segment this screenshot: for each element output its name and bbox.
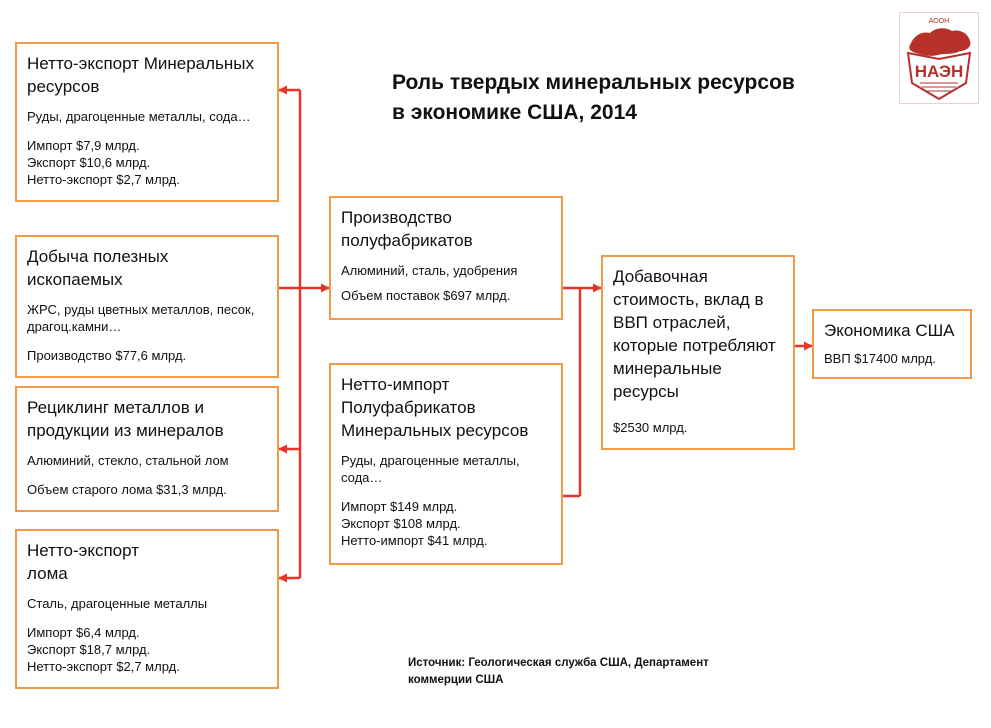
box-stats <box>613 419 783 436</box>
box-semi-production <box>329 196 563 320</box>
box-heading: Производство полуфабрикатов <box>341 208 473 250</box>
source-note: Источник: Геологическая служба США, Департамент коммерции США <box>408 657 709 686</box>
stat-line: Импорт $7,9 млрд. <box>27 138 140 153</box>
box-recycling <box>15 386 279 512</box>
stat-line: Нетто-экспорт $2,7 млрд. <box>27 659 180 674</box>
box-heading: Добавочная стоимость, вклад в ВВП отраслей, которые потребляют минеральные ресурсы <box>613 267 776 401</box>
stat-line: $2530 млрд. <box>613 420 688 435</box>
box-heading: Рециклинг металлов и продукции из минералов <box>27 398 224 440</box>
stat-line: Нетто-импорт $41 млрд. <box>341 533 488 548</box>
stat-line: Импорт $6,4 млрд. <box>27 625 140 640</box>
box-mining <box>15 235 279 378</box>
box-heading: Нетто-импорт Полуфабрикатов Минеральных ресурсов <box>341 375 529 440</box>
box-us-economy <box>812 309 972 379</box>
stat-line: Экспорт $18,7 млрд. <box>27 642 151 657</box>
box-value-added <box>601 255 795 450</box>
box-net-import-semi <box>329 363 563 565</box>
box-description: Руды, драгоценные металлы, сода… <box>341 453 520 485</box>
box-heading: Добыча полезных ископаемых <box>27 247 169 289</box>
stat-line: Объем поставок $697 млрд. <box>341 288 511 303</box>
stat-line: Экспорт $10,6 млрд. <box>27 155 151 170</box>
box-net-export-minerals <box>15 42 279 202</box>
stat-line: Импорт $149 млрд. <box>341 499 458 514</box>
naen-logo-emblem <box>900 13 978 103</box>
box-heading: Нетто-экспорт лома <box>27 541 139 583</box>
stat-line: Нетто-экспорт $2,7 млрд. <box>27 172 180 187</box>
stat-line: Экспорт $108 млрд. <box>341 516 461 531</box>
box-description: Алюминий, сталь, удобрения <box>341 263 518 278</box>
logo-main-text: НАЭН <box>914 62 964 81</box>
naen-logo <box>899 12 979 104</box>
box-heading: Нетто-экспорт Минеральных ресурсов <box>27 54 255 96</box>
box-heading: Экономика США <box>824 321 955 340</box>
box-stats <box>27 481 267 498</box>
diagram-title: Роль твердых минеральных ресурсов в экономике США, 2014 <box>392 71 795 124</box>
box-stats <box>341 287 551 304</box>
box-stats <box>27 624 267 675</box>
box-stats <box>27 347 267 364</box>
box-description: Алюминий, стекло, стальной лом <box>27 453 229 468</box>
box-stats <box>341 498 551 549</box>
box-description: Сталь, драгоценные металлы <box>27 596 208 611</box>
box-description: Руды, драгоценные металлы, сода… <box>27 109 251 124</box>
logo-top-text: АООН <box>928 18 950 25</box>
stat-line: Объем старого лома $31,3 млрд. <box>27 482 227 497</box>
stat-line: Производство $77,6 млрд. <box>27 348 187 363</box>
box-net-export-scrap <box>15 529 279 689</box>
box-stats <box>27 137 267 188</box>
box-description: ЖРС, руды цветных металлов, песок, драгоц.камни… <box>27 302 255 334</box>
box-description: ВВП $17400 млрд. <box>824 351 936 366</box>
